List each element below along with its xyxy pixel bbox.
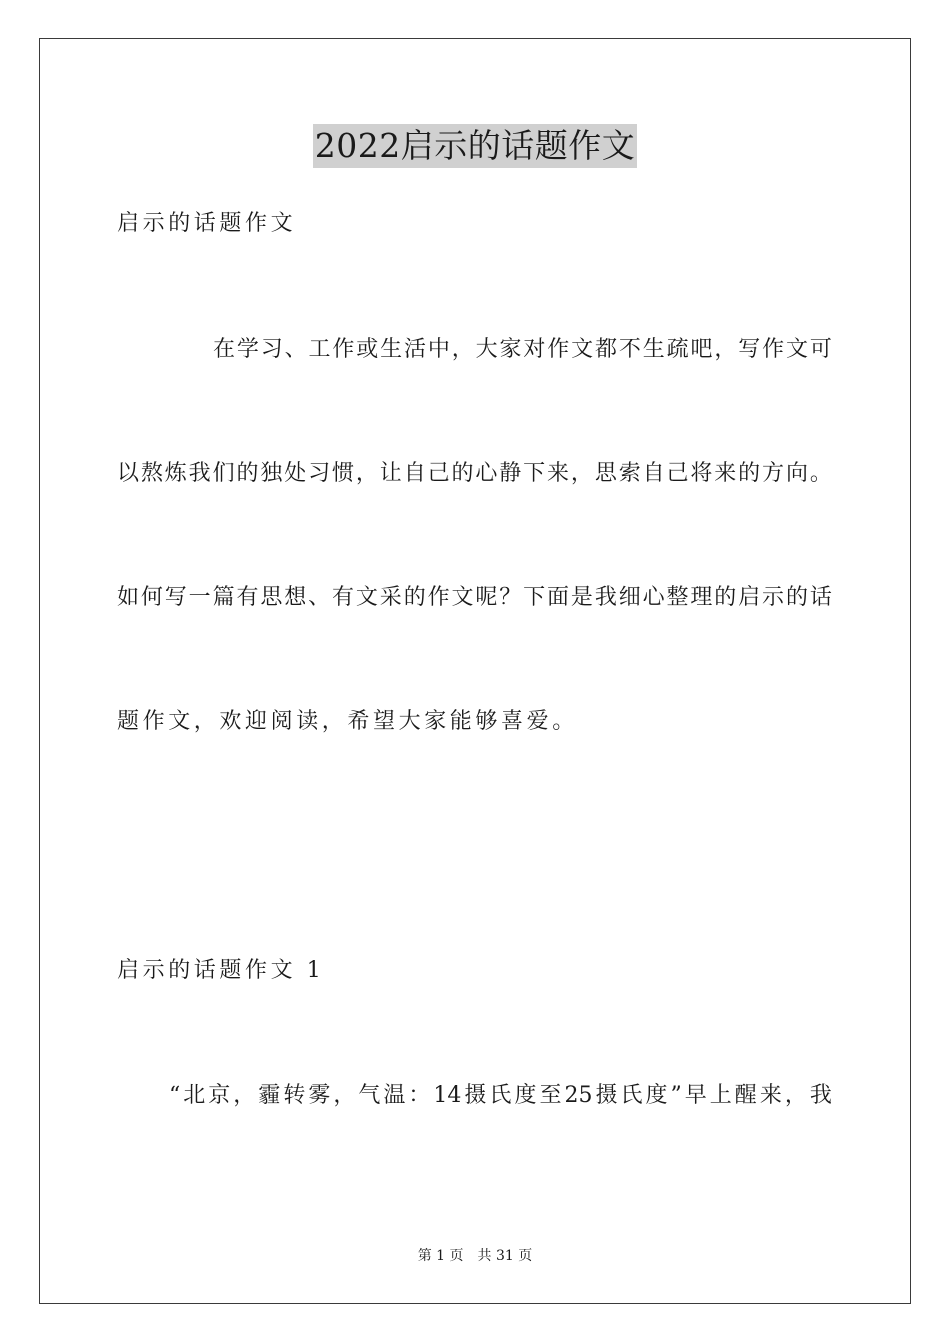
page-number: 第 1 页	[417, 1248, 464, 1264]
paragraph-line: 在 学 习 、 工 作 或 生 活 中 ， 大 家 对 作 文 都 不 生 疏 吧 ， 写 作 文 可	[213, 337, 832, 362]
total-pages: 共 31 页	[477, 1248, 533, 1264]
document-title: 2022启示的话题作文	[313, 124, 637, 168]
paragraph-line: “ 北 京 ， 霾 转 雾 ， 气 温 ： 14 摄 氏 度 至 25 摄 氏 度 ” 早 上 醒 来 ， 我	[169, 1083, 832, 1108]
paragraph-line: 以 熬 炼 我 们 的 独 处 习 惯 ， 让 自 己 的 心 静 下 来 ， 思 索 自 己 将 来 的 方 向 。	[117, 461, 832, 486]
document-subtitle: 启示的话题作文	[117, 211, 297, 236]
paragraph-line: 如 何 写 一 篇 有 思 想 、 有 文 采 的 作 文 呢 ？ 下 面 是 我 细 心 整 理 的 启 示 的 话	[117, 585, 832, 610]
paragraph-line: 题作文，欢迎阅读，希望大家能够喜爱。	[117, 709, 578, 734]
page-footer	[0, 1246, 950, 1266]
section-heading: 启示的话题作文 1	[117, 958, 325, 983]
title-container	[0, 124, 950, 168]
